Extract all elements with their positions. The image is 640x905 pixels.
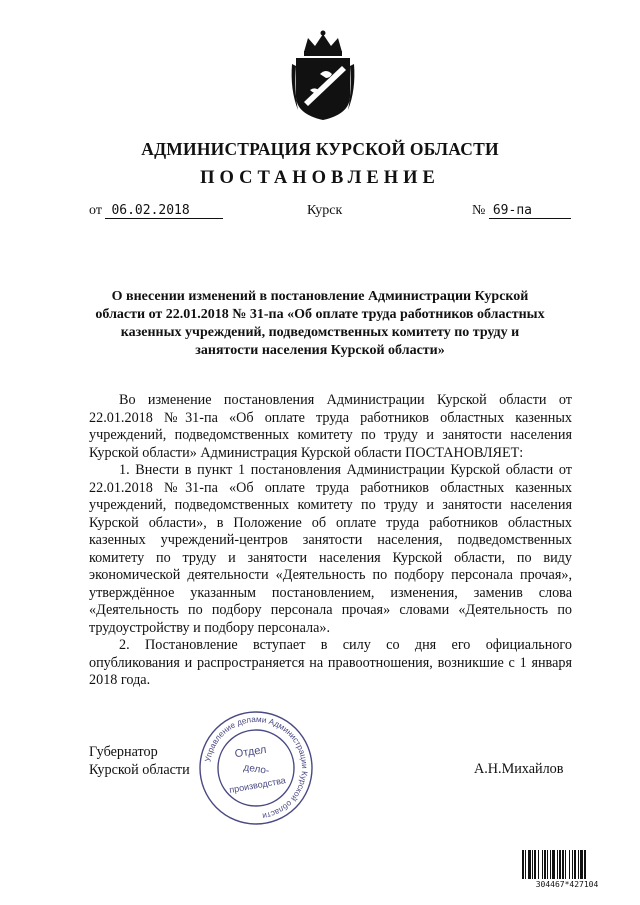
stamp-center-line: Отдел [233, 743, 268, 761]
number-prefix: № [472, 203, 486, 218]
date-value: 06.02.2018 [105, 203, 223, 219]
document-city: Курск [307, 203, 343, 218]
document-subject [80, 288, 560, 360]
stamp-center-line: дело- [242, 762, 270, 777]
signatory-title [89, 744, 190, 779]
signatory-title-line: Губернатор [89, 744, 158, 760]
stamp-center-line: производства [228, 775, 287, 795]
barcode-number: 304467*427104 [535, 880, 599, 889]
organization-title: АДМИНИСТРАЦИЯ КУРСКОЙ ОБЛАСТИ [141, 139, 499, 159]
stamp-ring-text: Управление делами Администрации Курской области [203, 714, 310, 821]
document-date [89, 203, 223, 219]
subject-line: О внесении изменений в постановление Администрации Курской [111, 289, 529, 304]
document-type: ПОСТАНОВЛЕНИЕ [200, 168, 440, 188]
body-paragraph: 1. Внести в пункт 1 постановления Администрации Курской области от 22.01.2018 №31-па «Об оплате труда работников областных казенных учреждений, подведомственных комитету по труду и занятости населения Курской области», в Положение об оплате труда работников областных казенных учреждений-центров занятости населения, подведомственных комитету по труду и занятости населения Курской области, по виду экономической деятельности «Деятельность по подбору персонала прочая», утверждённое указанным постановлением, изменения, заменив слова «Деятельность по подбору персонала прочая» словами «Деятельность по трудоустройству и подбору персонала». [89, 462, 572, 636]
number-value: 69-па [489, 203, 571, 219]
body-paragraph: 2. Постановление вступает в силу со дня его официального опубликования и распространяется на правоотношения, возникшие с 1 января 2018 года. [89, 637, 572, 688]
document-body [89, 392, 572, 690]
subject-line: области от 22.01.2018 № 31-па «Об оплате труда работников областных [95, 307, 545, 322]
body-paragraph: Во изменение постановления Администрации Курской области от 22.01.2018 №31-па «Об оплате труда работников областных казенных учреждений, подведомственных комитету по труду и занятости населения Курской области» Администрация Курской области ПОСТАНОВЛЯЕТ: [89, 392, 572, 461]
official-stamp [196, 708, 316, 828]
date-prefix: от [89, 203, 102, 218]
subject-line: занятости населения Курской области» [195, 343, 445, 358]
subject-line: казенных учреждений, подведомственных комитету по труду и [120, 325, 520, 340]
document-number [472, 203, 571, 219]
signatory-name: А.Н.Михайлов [474, 761, 564, 777]
signatory-title-line: Курской области [89, 761, 190, 778]
kursk-coat-of-arms-icon [290, 30, 356, 122]
